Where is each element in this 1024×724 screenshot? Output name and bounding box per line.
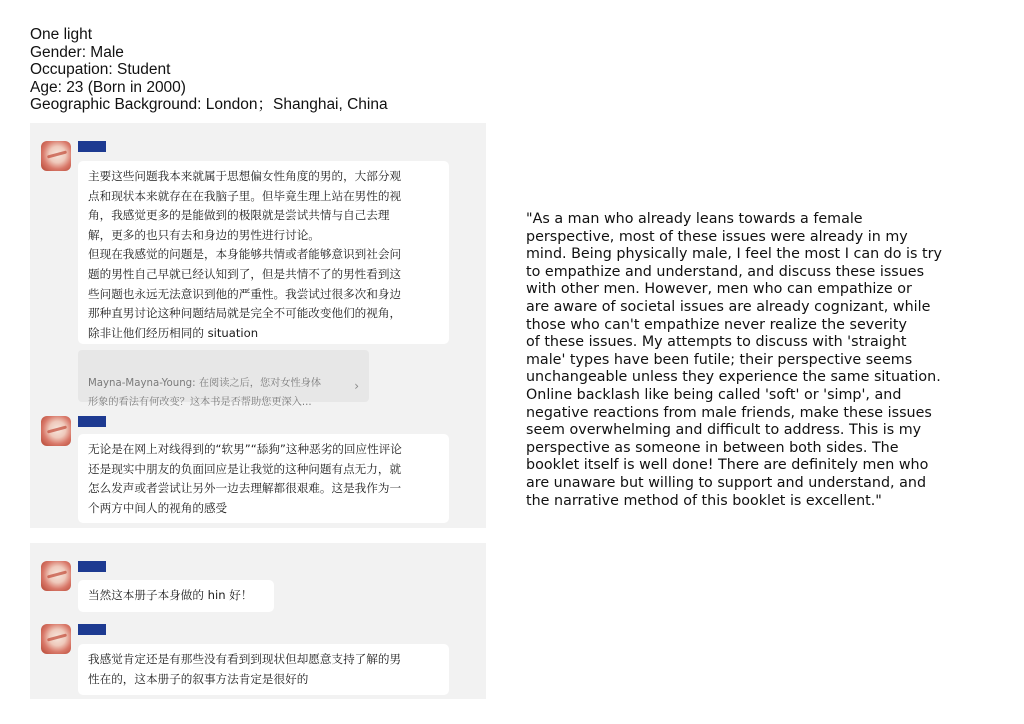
user-avatar[interactable] [41, 624, 71, 654]
user-avatar[interactable] [41, 416, 71, 446]
quoted-message[interactable] [78, 350, 369, 408]
redacted-username [78, 141, 106, 152]
redacted-username [78, 561, 106, 572]
profile-age: Age: 23 (Born in 2000) [30, 78, 186, 96]
profile-occupation: Occupation: Student [30, 61, 171, 79]
quoted-message-text: Mayna-Mayna-Young: 在阅读之后，您对女性身体 形象的看法有何改变？这本书是否帮助您更深入... [88, 378, 322, 408]
profile-background: Geographic Background: London；Shanghai, China [30, 96, 388, 114]
chat-screenshot-1 [30, 123, 486, 528]
chat-message[interactable]: 主要这些问题我本来就属于思想偏女性角度的男的，大部分观 点和现状本来就存在在我脑子里。但毕竟生理上站在男性的视 角，我感觉更多的是能做到的极限就是尝试共情与自己去理 解，更多的也只有去和身边的男性进行讨论。 但现在我感觉的问题是，本身能够共情或者能够意识到社会问 题的男性自己早就已经认知到了，但是共情不了的男性看到这 些问题也永远无法意识到他的严重性。我尝试过很多次和身边 那种直男讨论这种问题结局就是完全不可能改变他们的视角， 除非让他们经历相同的 situation [78, 161, 449, 344]
chat-message[interactable]: 当然这本册子本身做的 hin 好！ [78, 580, 274, 612]
chevron-right-icon: › [354, 379, 359, 393]
user-avatar[interactable] [41, 561, 71, 591]
chat-message[interactable]: 无论是在网上对线得到的“软男”“舔狗”这种恶劣的回应性评论 还是现实中朋友的负面回应是让我觉的这种问题有点无力，就 怎么发声或者尝试让另外一边去理解都很艰难。这是我作为一 个两方中间人的视角的感受 [78, 434, 449, 523]
redacted-username [78, 624, 106, 635]
chat-message[interactable]: 我感觉肯定还是有那些没有看到到现状但却愿意支持了解的男 性在的，这本册子的叙事方法肯定是很好的 [78, 644, 449, 695]
profile-gender: Gender: Male [30, 43, 124, 61]
profile-name: One light [30, 26, 93, 43]
chat-screenshot-2 [30, 543, 486, 699]
user-avatar[interactable] [41, 141, 71, 171]
english-translation: "As a man who already leans towards a female perspective, most of these issues were already in my mind. Being physically male, I feel the most I can do is try to empathize and understand, and discuss these issues with other men. However, men who can empathize or are aware of societal issues are already cognizant, while those who can't empathize never realize the severity of these issues. My attempts to discuss with 'straight male' types have been futile; their perspective seems unchangeable unless they experience the same situation. Online backlash like being called 'soft' or 'simp', and negative reactions from male friends, make these issues seem overwhelming and difficult to address. This is my perspective as someone in between both sides. The booklet itself is well done! There are definitely men who are unaware but willing to support and understand, and the narrative method of this booklet is excellent." [526, 211, 942, 509]
redacted-username [78, 416, 106, 427]
respondent-profile [30, 26, 388, 114]
